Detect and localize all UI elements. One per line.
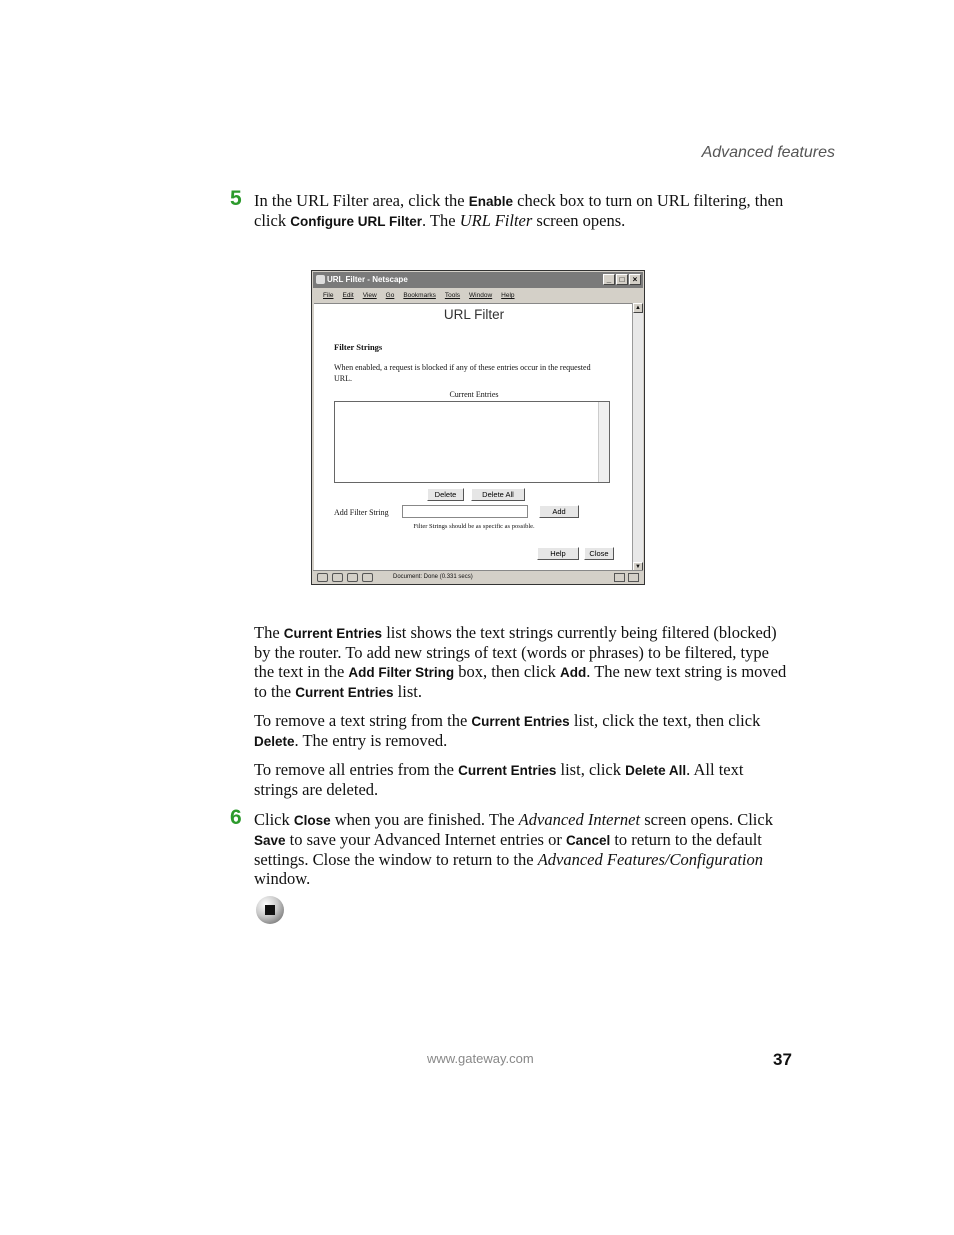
composer-icon[interactable] bbox=[347, 573, 358, 582]
scroll-up-icon[interactable]: ▲ bbox=[633, 303, 643, 313]
add-filter-string-input[interactable] bbox=[402, 505, 528, 518]
close-icon[interactable]: × bbox=[629, 274, 641, 285]
window-title: URL Filter - Netscape bbox=[327, 275, 408, 284]
step-5-text: In the URL Filter area, click the Enable check box to turn on URL filtering, then click Configure URL Filter. The URL Filter screen opens. bbox=[254, 191, 784, 230]
status-text: Document: Done (0.331 secs) bbox=[393, 574, 473, 580]
scroll-down-icon[interactable]: ▼ bbox=[633, 562, 643, 572]
page-number: 37 bbox=[773, 1050, 792, 1069]
status-component-icons bbox=[317, 573, 373, 582]
step-number-5: 5 bbox=[230, 187, 242, 210]
menu-go[interactable]: Go bbox=[385, 292, 395, 299]
filter-description: When enabled, a request is blocked if any of these entries occur in the requested URL. bbox=[334, 363, 591, 383]
stop-icon bbox=[256, 896, 284, 924]
navigator-icon[interactable] bbox=[317, 573, 328, 582]
current-entries-label: Current Entries bbox=[449, 390, 499, 399]
url-filter-window-screenshot bbox=[311, 270, 645, 585]
step-6-text: Click Close when you are finished. The Advanced Internet screen opens. Click Save to save your Advanced Internet entries or Cancel to return to the default settings. Close the window to return to the Advanced Features/Configuration window. bbox=[254, 810, 773, 888]
security-icon[interactable] bbox=[614, 573, 625, 582]
menu-file[interactable]: File bbox=[323, 292, 334, 299]
window-titlebar bbox=[313, 272, 643, 288]
paragraph-remove-entry: To remove a text string from the Current Entries list, click the text, then click Delete. The entry is removed. bbox=[254, 711, 761, 750]
menu-help[interactable]: Help bbox=[501, 292, 515, 299]
status-right-icons bbox=[614, 573, 639, 582]
delete-button[interactable]: Delete bbox=[427, 488, 464, 501]
list-scrollbar[interactable] bbox=[598, 402, 609, 482]
page-title: URL Filter bbox=[443, 307, 505, 322]
running-header: Advanced features bbox=[701, 144, 835, 161]
page-scrollbar[interactable] bbox=[632, 303, 643, 572]
paragraph-current-entries: The Current Entries list shows the text strings currently being filtered (blocked) by the router. To add new strings of text (words or phrases) to be filtered, type the text in the Add Filter String box, then click Add. The new text string is moved to the Current Entries list. bbox=[254, 623, 787, 701]
help-button[interactable]: Help bbox=[537, 547, 579, 560]
minimize-icon[interactable]: _ bbox=[603, 274, 615, 285]
menu-tools[interactable]: Tools bbox=[444, 292, 461, 299]
menu-edit[interactable]: Edit bbox=[342, 292, 354, 299]
filter-hint: Filter Strings should be as specific as possible. bbox=[413, 523, 535, 530]
status-bar bbox=[313, 570, 643, 583]
delete-all-button[interactable]: Delete All bbox=[471, 488, 525, 501]
close-button[interactable]: Close bbox=[584, 547, 614, 560]
page-content bbox=[314, 303, 634, 573]
add-filter-string-label: Add Filter String bbox=[334, 508, 389, 517]
address-book-icon[interactable] bbox=[362, 573, 373, 582]
menu-bookmarks[interactable]: Bookmarks bbox=[403, 292, 436, 299]
mail-icon[interactable] bbox=[332, 573, 343, 582]
menu-view[interactable]: View bbox=[362, 292, 377, 299]
maximize-icon[interactable]: □ bbox=[616, 274, 628, 285]
current-entries-list[interactable] bbox=[334, 401, 610, 483]
menu-window[interactable]: Window bbox=[469, 292, 493, 299]
menu-bar bbox=[313, 289, 643, 302]
paragraph-remove-all: To remove all entries from the Current Entries list, click Delete All. All text strings are deleted. bbox=[254, 760, 744, 799]
online-icon[interactable] bbox=[628, 573, 639, 582]
add-button[interactable]: Add bbox=[539, 505, 579, 518]
footer-url: www.gateway.com bbox=[427, 1051, 534, 1066]
step-number-6: 6 bbox=[230, 806, 242, 829]
filter-strings-heading: Filter Strings bbox=[334, 342, 383, 352]
app-icon bbox=[316, 275, 325, 284]
